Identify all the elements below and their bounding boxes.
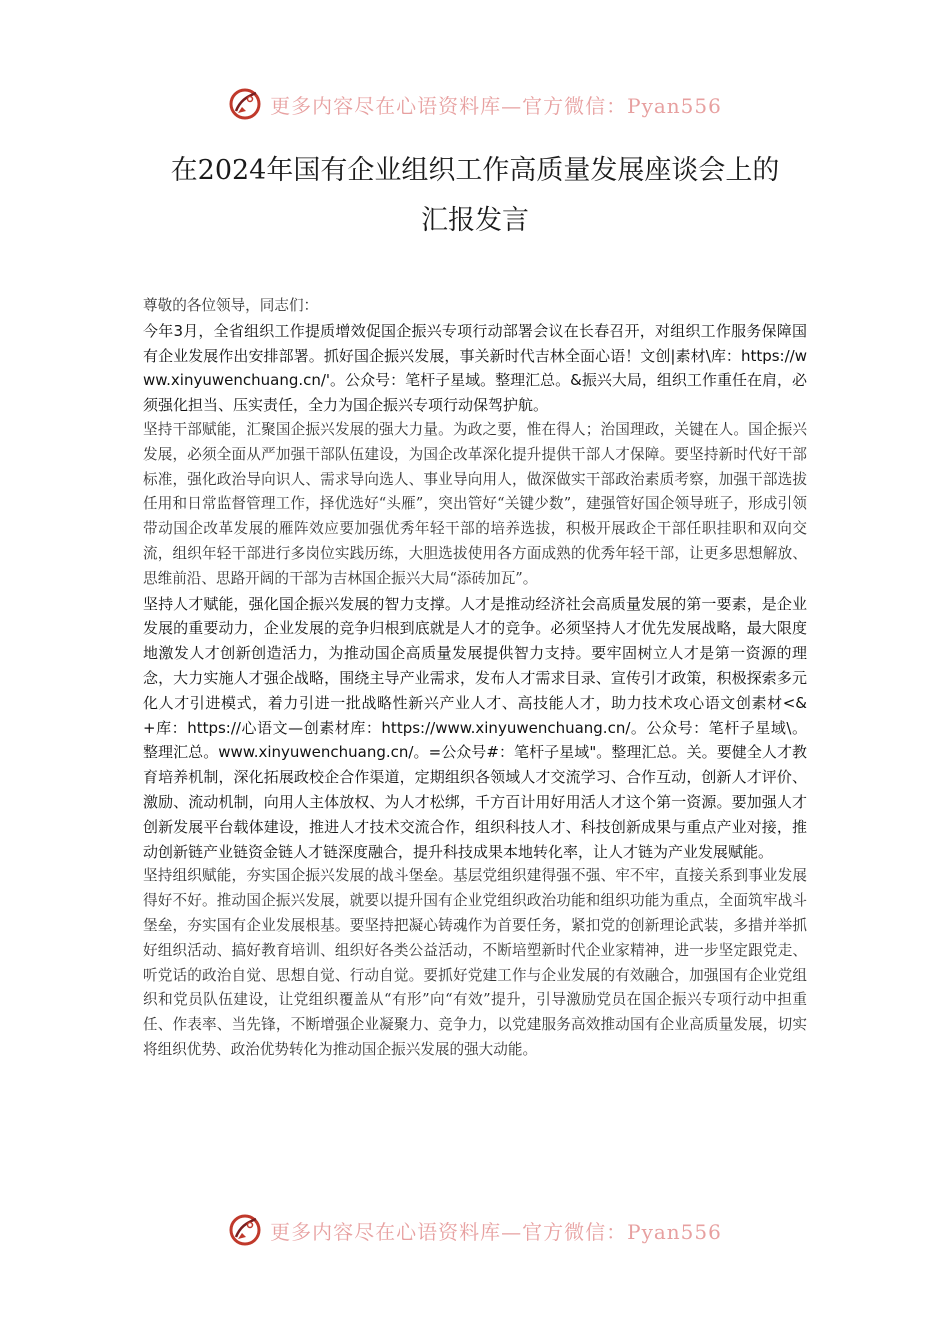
title-line-2: 汇报发言 (421, 205, 529, 236)
paragraph-intro: 今年3月，全省组织工作提质增效促国企振兴专项行动部署会议在长春召开，对组织工作服务保障国有企业发展作出安排部署。抓好国企振兴发展，事关新时代吉林全面心语！文创|素材\库：https://www.xinyuwenchuang.cn/'。公众号：笔杆子星域。整理汇总。&振兴大局，组织工作重任在肩，必须强化担当、压实责任，全力为国企振兴专项行动保驾护航。 (143, 321, 807, 415)
document-body (143, 294, 807, 1063)
paragraph-cadre: 坚持干部赋能，汇聚国企振兴发展的强大力量。为政之要，惟在得人；治国理政，关键在人。国企振兴发展，必须全面从严加强干部队伍建设，为国企改革深化提升提供干部人才保障。要坚持新时代好干部标准，强化政治导向识人、需求导向选人、事业导向用人，做深做实干部政治素质考察，加强干部选拔任用和日常监督管理工作，择优选好“头雁”，突出管好“关键少数”，建强管好国企领导班子，形成引领带动国企改革发展的雁阵效应要加强优秀年轻干部的培养选拔，积极开展政企干部任职挂职和双向交流，组织年轻干部进行多岗位实践历练，大胆选拔使用各方面成熟的优秀年轻干部，让更多思想解放、思维前沿、思路开阔的干部为吉林国企振兴大局“添砖加瓦”。 (143, 420, 807, 587)
title-line-1: 在2024年国有企业组织工作高质量发展座谈会上的 (170, 155, 780, 186)
banner-text: 更多内容尽在心语资料库—官方微信：Pyan556 (270, 93, 722, 118)
document-title (120, 146, 830, 246)
paragraph-talent: 坚持人才赋能，强化国企振兴发展的智力支撑。人才是推动经济社会高质量发展的第一要素，是企业发展的重要动力，企业发展的竞争归根到底就是人才的竞争。必须坚持人才优先发展战略，最大限度地激发人才创新创造活力，为推动国企高质量发展提供智力支持。要牢固树立人才是第一资源的理念，大力实施人才强企战略，围绕主导产业需求，发布人才需求目录、宣传引才政策，积极探索多元化人才引进模式，着力引进一批战略性新兴产业人才、高技能人才，助力技术攻心语文创素材<&+库：https://心语文—创素材库：https://www.xinyuwenchuang.cn/。公众号：笔杆子星域\。整理汇总。www.xinyuwenchuang.cn/。=公众号#：笔杆子星域"。整理汇总。关。要健全人才教育培养机制，深化拓展政校企合作渠道，定期组织各领域人才交流学习、合作互动，创新人才评价、激励、流动机制，向用人主体放权、为人才松绑，千方百计用好用活人才这个第一资源。要加强人才创新发展平台载体建设，推进人才技术交流合作，组织科技人才、科技创新成果与重点产业对接，推动创新链产业链资金链人才链深度融合，提升科技成果本地转化率，让人才链为产业发展赋能。 (143, 594, 807, 861)
brand-logo-icon (228, 1213, 262, 1247)
banner-text: 更多内容尽在心语资料库—官方微信：Pyan556 (270, 1219, 722, 1244)
paragraph-organization: 坚持组织赋能，夯实国企振兴发展的战斗堡垒。基层党组织建得强不强、牢不牢，直接关系到事业发展得好不好。推动国企振兴发展，就要以提升国有企业党组织政治功能和组织功能为重点，全面筑牢战斗堡垒，夯实国有企业发展根基。要坚持把凝心铸魂作为首要任务，紧扣党的创新理论武装，多措并举抓好组织活动、搞好教育培训、组织好各类公益活动，不断培塑新时代企业家精神，进一步坚定跟党走、听党话的政治自觉、思想自觉、行动自觉。要抓好党建工作与企业发展的有效融合，加强国有企业党组织和党员队伍建设，让党组织覆盖从“有形”向“有效”提升，引导激励党员在国企振兴专项行动中担重任、作表率、当先锋，不断增强企业凝聚力、竞争力，以党建服务高效推动国有企业高质量发展，切实将组织优势、政治优势转化为推动国企振兴发展的强大动能。 (143, 867, 807, 1058)
brand-logo-icon (228, 87, 262, 121)
footer-banner (0, 1210, 950, 1250)
salutation: 尊敬的各位领导，同志们： (143, 297, 319, 314)
header-banner (0, 84, 950, 124)
